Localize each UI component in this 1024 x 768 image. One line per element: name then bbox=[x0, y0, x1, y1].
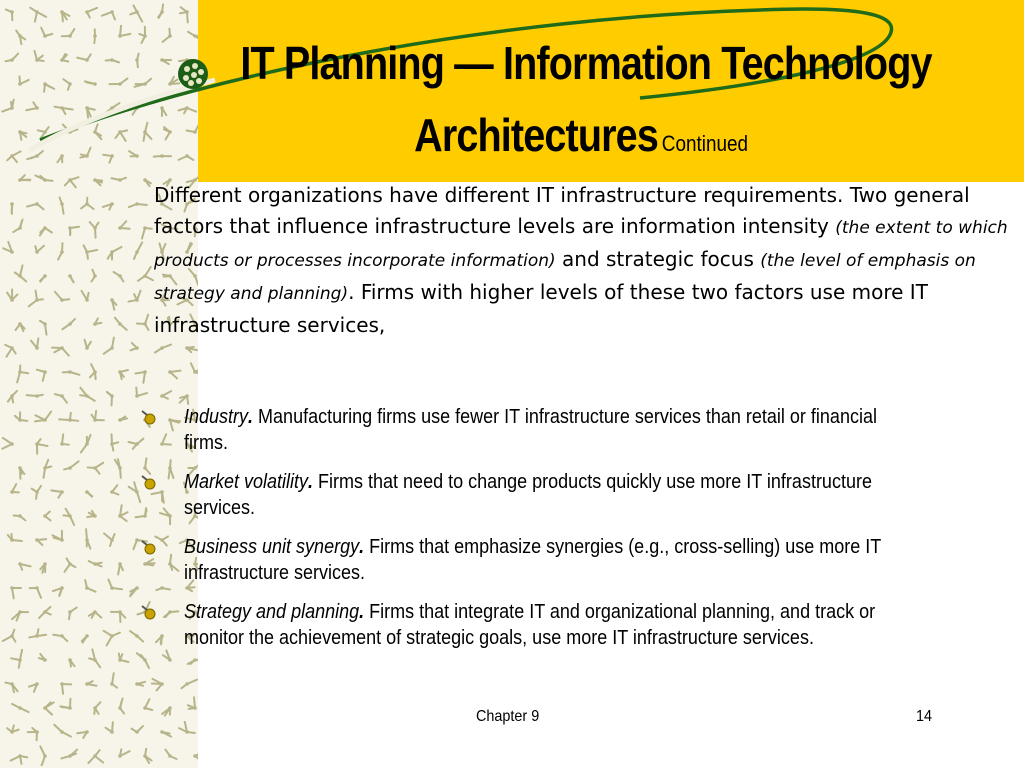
pattern-mark bbox=[7, 725, 19, 733]
pattern-mark bbox=[118, 749, 129, 757]
pattern-mark bbox=[168, 370, 180, 378]
intro-emphasis-1: (the extent to which products or processes incorporate information) bbox=[154, 218, 1008, 271]
pattern-mark bbox=[179, 722, 195, 734]
pattern-mark bbox=[181, 680, 197, 689]
pattern-mark bbox=[27, 202, 44, 209]
pattern-mark bbox=[90, 222, 99, 238]
pattern-mark bbox=[89, 610, 101, 618]
pattern-mark bbox=[82, 291, 89, 302]
bullet-icon bbox=[140, 474, 156, 490]
pattern-mark bbox=[104, 338, 114, 354]
pattern-mark bbox=[63, 370, 80, 375]
pattern-mark bbox=[84, 245, 98, 258]
pattern-mark bbox=[10, 586, 21, 598]
pattern-mark bbox=[35, 439, 47, 454]
bullet-text: Firms that integrate IT and organizational planning, and track or monitor the achievement of strategic goals, use more IT infrastructure services. bbox=[184, 601, 876, 649]
bullet-term: Industry bbox=[184, 406, 249, 428]
pattern-mark bbox=[63, 509, 74, 525]
pattern-mark bbox=[118, 221, 130, 230]
pattern-mark bbox=[92, 411, 104, 422]
pattern-mark bbox=[64, 461, 79, 469]
bullet-icon bbox=[140, 409, 156, 425]
pattern-mark bbox=[14, 514, 26, 520]
pattern-mark bbox=[27, 394, 43, 398]
pattern-mark bbox=[85, 529, 90, 548]
pattern-mark bbox=[40, 226, 52, 235]
pattern-mark bbox=[29, 682, 39, 692]
pattern-mark bbox=[107, 392, 114, 406]
bullet-icon bbox=[140, 539, 156, 555]
pattern-mark bbox=[32, 486, 42, 499]
pattern-mark bbox=[12, 610, 28, 620]
pattern-mark bbox=[104, 533, 115, 546]
pattern-mark bbox=[2, 438, 13, 449]
pattern-mark bbox=[58, 243, 64, 259]
pattern-mark bbox=[143, 699, 152, 710]
pattern-mark bbox=[43, 702, 54, 714]
pattern-mark bbox=[68, 608, 77, 620]
pattern-mark bbox=[29, 291, 43, 307]
intro-paragraph bbox=[154, 180, 1014, 341]
pattern-mark bbox=[16, 322, 25, 331]
slide-title-main: Architectures bbox=[414, 109, 658, 161]
pattern-mark bbox=[191, 363, 198, 376]
pattern-mark bbox=[54, 725, 71, 737]
intro-text-1: Different organizations have different IT infrastructure requirements. Two general factors that influence infrastructure levels are information intensity bbox=[154, 183, 970, 238]
pattern-mark bbox=[59, 413, 78, 422]
list-item: Industry. Manufacturing firms use fewer IT infrastructure services than retail or financial firms. bbox=[140, 404, 970, 456]
pattern-mark bbox=[40, 746, 47, 765]
bullet-term: Business unit synergy bbox=[184, 536, 360, 558]
pattern-mark bbox=[128, 291, 140, 302]
pattern-mark bbox=[114, 272, 124, 282]
pattern-mark bbox=[18, 562, 30, 570]
bullet-text: Manufacturing firms use fewer IT infrastructure services than retail or financial firms. bbox=[184, 406, 877, 454]
pattern-mark bbox=[103, 202, 114, 209]
pattern-mark bbox=[10, 202, 14, 214]
pattern-mark bbox=[137, 315, 148, 330]
pattern-mark bbox=[160, 730, 171, 736]
pattern-mark bbox=[110, 673, 117, 687]
pattern-mark bbox=[55, 292, 69, 302]
pattern-mark bbox=[89, 561, 102, 566]
pattern-mark bbox=[10, 484, 19, 494]
pattern-mark bbox=[118, 505, 127, 521]
pattern-mark bbox=[43, 460, 51, 478]
bullet-list bbox=[140, 404, 970, 664]
pattern-mark bbox=[115, 459, 122, 478]
pattern-mark bbox=[12, 704, 29, 712]
pattern-mark bbox=[118, 654, 128, 662]
pattern-mark bbox=[68, 658, 74, 666]
pattern-mark bbox=[135, 370, 146, 383]
pattern-mark bbox=[80, 388, 95, 401]
pattern-mark bbox=[104, 631, 120, 646]
pattern-mark bbox=[61, 750, 77, 759]
pattern-mark bbox=[106, 722, 114, 734]
pattern-mark bbox=[13, 220, 22, 233]
pattern-mark bbox=[53, 586, 64, 596]
pattern-mark bbox=[39, 607, 51, 618]
pattern-mark bbox=[131, 343, 139, 350]
pattern-mark bbox=[188, 697, 197, 710]
bullet-term: Market volatility bbox=[184, 471, 309, 493]
pattern-mark bbox=[111, 610, 125, 622]
pattern-mark bbox=[108, 580, 122, 590]
pattern-mark bbox=[138, 267, 153, 281]
pattern-mark bbox=[11, 754, 28, 764]
pattern-mark bbox=[118, 417, 127, 422]
pattern-mark bbox=[17, 366, 28, 383]
pattern-mark bbox=[162, 706, 172, 715]
pattern-mark bbox=[118, 698, 124, 713]
pattern-mark bbox=[130, 586, 139, 596]
pattern-mark bbox=[118, 562, 123, 574]
pattern-mark bbox=[193, 752, 198, 761]
intro-text-2: and strategic focus bbox=[555, 247, 761, 271]
pattern-mark bbox=[185, 346, 197, 352]
pattern-mark bbox=[7, 289, 17, 301]
pattern-mark bbox=[40, 274, 47, 281]
bullet-text: Firms that emphasize synergies (e.g., cross-selling) use more IT infrastructure services. bbox=[184, 536, 881, 584]
pattern-mark bbox=[64, 558, 75, 571]
intro-text-3: . Firms with higher levels of these two factors use more IT infrastructure services, bbox=[154, 280, 928, 337]
pattern-mark bbox=[3, 242, 14, 254]
pattern-mark bbox=[18, 466, 24, 478]
pattern-mark bbox=[35, 246, 44, 254]
pattern-mark bbox=[8, 391, 17, 402]
pattern-mark bbox=[68, 226, 79, 235]
pattern-mark bbox=[60, 434, 69, 445]
pattern-mark bbox=[37, 370, 47, 381]
pattern-mark bbox=[90, 364, 97, 379]
pattern-mark bbox=[5, 345, 15, 357]
pattern-mark bbox=[152, 679, 164, 691]
pattern-mark bbox=[131, 726, 142, 734]
pattern-mark bbox=[11, 650, 22, 668]
pattern-mark bbox=[134, 242, 142, 259]
pattern-mark bbox=[143, 749, 151, 763]
pattern-mark bbox=[85, 490, 92, 497]
pattern-mark bbox=[155, 345, 171, 353]
pattern-mark bbox=[68, 274, 73, 282]
pattern-mark bbox=[88, 463, 104, 474]
pattern-mark bbox=[165, 750, 176, 759]
pattern-mark bbox=[29, 629, 46, 638]
pattern-mark bbox=[115, 318, 127, 330]
pattern-mark bbox=[180, 394, 189, 404]
pattern-mark bbox=[160, 391, 171, 399]
slide-title-continued: Continued bbox=[661, 131, 749, 156]
pattern-mark bbox=[129, 202, 147, 207]
pattern-mark bbox=[82, 634, 89, 642]
pattern-mark bbox=[51, 490, 64, 497]
pattern-mark bbox=[53, 634, 67, 641]
pattern-mark bbox=[110, 298, 116, 310]
green-globe-icon bbox=[177, 58, 209, 90]
pattern-mark bbox=[3, 630, 16, 642]
pattern-mark bbox=[15, 412, 27, 422]
pattern-mark bbox=[89, 649, 100, 667]
list-item: Market volatility. Firms that need to change products quickly use more IT infrastructure services. bbox=[140, 469, 970, 521]
bullet-term: Strategy and planning bbox=[184, 601, 360, 623]
pattern-mark bbox=[40, 321, 47, 335]
pattern-mark bbox=[93, 702, 100, 714]
pattern-mark bbox=[40, 562, 47, 573]
slide-title-line2 bbox=[204, 108, 957, 162]
pattern-mark bbox=[5, 682, 17, 692]
pattern-mark bbox=[85, 340, 91, 350]
pattern-mark bbox=[87, 511, 97, 518]
pattern-mark bbox=[8, 534, 22, 542]
bullet-text: Firms that need to change products quickly use more IT infrastructure services. bbox=[184, 471, 872, 519]
pattern-mark bbox=[129, 482, 141, 502]
intro-emphasis-2: (the level of emphasis on strategy and planning) bbox=[154, 251, 976, 304]
pattern-mark bbox=[110, 485, 118, 494]
pattern-mark bbox=[35, 412, 51, 422]
pattern-mark bbox=[92, 270, 97, 282]
pattern-mark bbox=[31, 338, 39, 349]
pattern-mark bbox=[118, 370, 128, 379]
pattern-mark bbox=[55, 394, 67, 403]
pattern-mark bbox=[52, 346, 69, 355]
bullet-icon bbox=[140, 604, 156, 620]
swoosh-icon bbox=[0, 0, 1024, 200]
pattern-mark bbox=[93, 318, 101, 325]
pattern-mark bbox=[81, 435, 91, 452]
list-item: Business unit synergy. Firms that emphasize synergies (e.g., cross-selling) use more IT infrastructure services. bbox=[140, 534, 970, 586]
pattern-mark bbox=[60, 682, 71, 694]
list-item: Strategy and planning. Firms that integrate IT and organizational planning, and track or monitor the achievement of strategic goals, use more IT infrastructure services. bbox=[140, 599, 970, 651]
pattern-mark bbox=[43, 511, 50, 520]
pattern-mark bbox=[85, 580, 95, 592]
pattern-mark bbox=[77, 730, 89, 738]
slide-title: IT Planning — Information Technology bbox=[240, 37, 932, 89]
pattern-mark bbox=[108, 247, 122, 260]
pattern-mark bbox=[39, 654, 47, 662]
footer-chapter: Chapter 9 bbox=[476, 708, 540, 725]
pattern-mark bbox=[88, 750, 103, 763]
pattern-mark bbox=[142, 226, 152, 238]
pattern-mark bbox=[110, 434, 118, 450]
pattern-mark bbox=[28, 728, 39, 740]
page-number: 14 bbox=[916, 708, 933, 725]
pattern-mark bbox=[30, 586, 41, 598]
pattern-mark bbox=[60, 699, 72, 710]
pattern-mark bbox=[15, 265, 26, 281]
pattern-mark bbox=[85, 681, 96, 686]
pattern-mark bbox=[35, 538, 46, 545]
pattern-mark bbox=[62, 319, 75, 329]
pattern-mark bbox=[135, 388, 147, 398]
pattern-mark bbox=[135, 682, 145, 686]
pattern-mark bbox=[52, 531, 63, 542]
